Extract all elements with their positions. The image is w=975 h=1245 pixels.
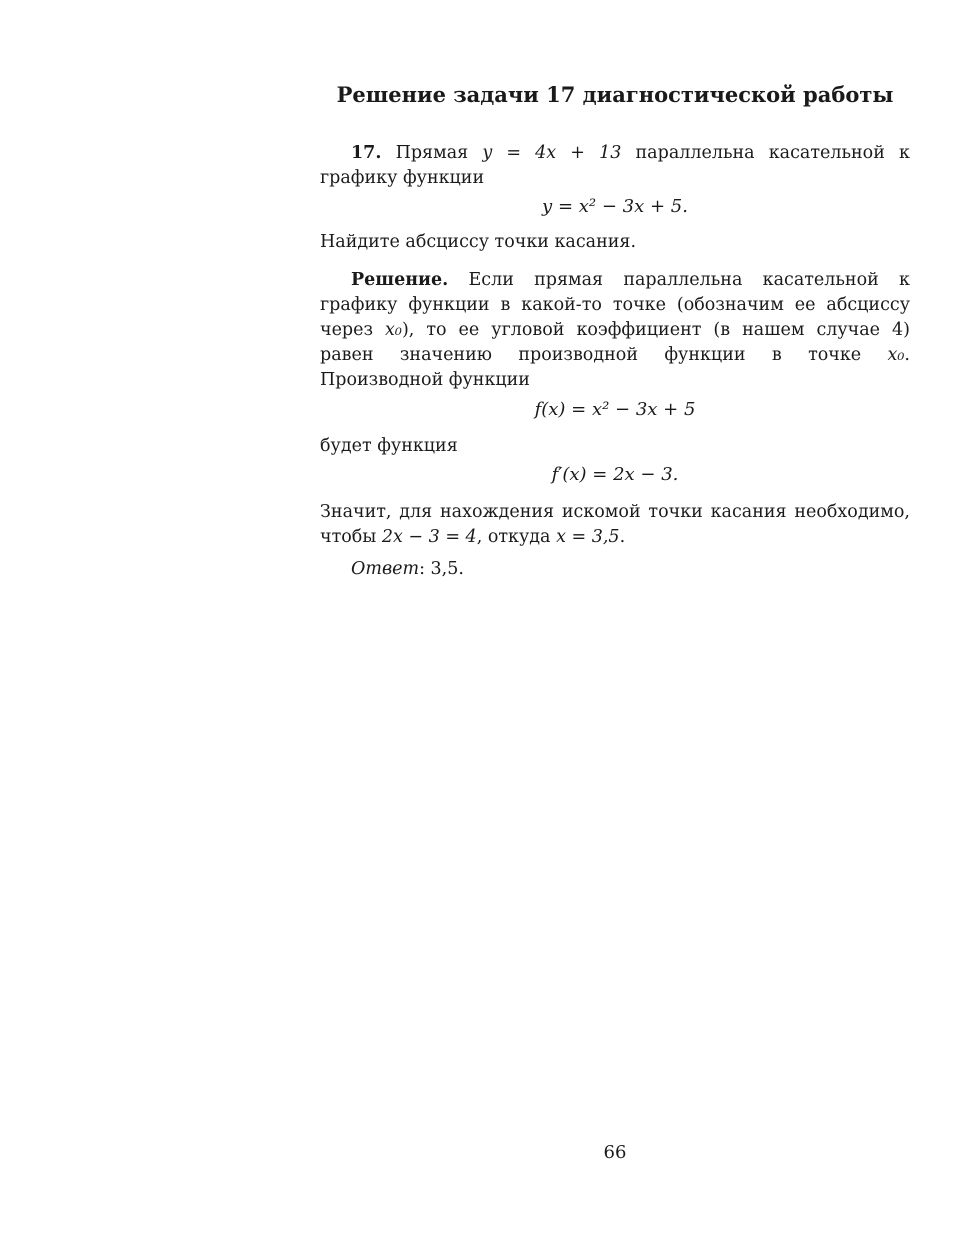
x0-symbol: x₀: [385, 320, 402, 340]
function-formula: y = x² − 3x + 5.: [542, 196, 688, 217]
f-formula: f(x) = x² − 3x + 5: [534, 399, 696, 420]
problem-text-before: Прямая: [395, 143, 469, 163]
conclusion-text-a: Значит, для нахождения искомой точки касания необходимо, чтобы: [320, 502, 910, 547]
page-title: Решение задачи 17 диагностической работы: [336, 82, 894, 107]
solution-text-c: . Производной функции: [320, 345, 910, 390]
solution-label: Решение.: [351, 270, 449, 290]
solution-paragraph: [320, 268, 910, 393]
problem-statement: [320, 141, 910, 191]
solution-text-a: Если прямая параллельна касательной к графику функции в какой-то точке (обозначим ее абсциссу через: [320, 270, 910, 340]
derivative-intro: будет функция: [320, 436, 458, 456]
answer-label: Ответ: [351, 559, 420, 579]
x0-symbol-2: x₀: [887, 345, 905, 365]
solution-text-b: ), то ее угловой коэффициент (в нашем случае 4) равен значению производной функции в точке: [320, 320, 910, 365]
line-equation: y = 4x + 13: [482, 143, 622, 163]
result-equation: x = 3,5: [556, 527, 620, 547]
page: [320, 0, 910, 1245]
answer-line: [320, 557, 910, 582]
problem-number: 17.: [351, 143, 382, 163]
conclusion-text-c: .: [619, 527, 626, 547]
problem-question: Найдите абсциссу точки касания.: [320, 232, 637, 252]
problem-text-after: параллельна касательной к графику функции: [320, 143, 910, 188]
derivative-formula: f′(x) = 2x − 3.: [551, 464, 679, 485]
answer-value: : 3,5.: [419, 559, 464, 579]
conclusion-text-b: , откуда: [476, 527, 551, 547]
condition-equation: 2x − 3 = 4: [381, 527, 477, 547]
conclusion-paragraph: [320, 500, 910, 550]
page-number: 66: [603, 1142, 627, 1163]
